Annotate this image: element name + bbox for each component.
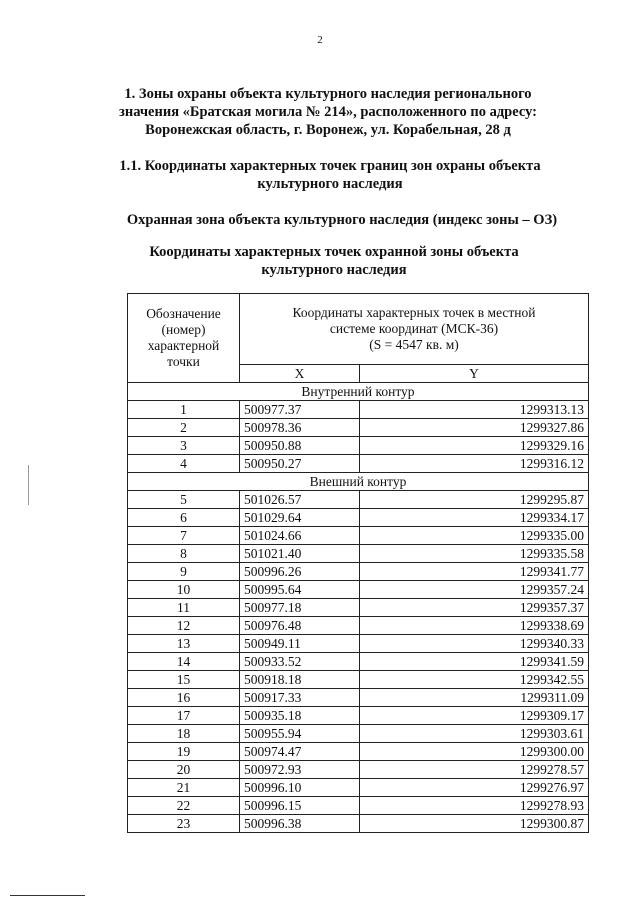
x-header: X [240, 365, 360, 383]
x-coordinate-cell: 500996.38 [240, 815, 360, 833]
point-number-cell: 5 [128, 491, 240, 509]
point-number-cell: 11 [128, 599, 240, 617]
y-coordinate-cell: 1299278.93 [360, 797, 589, 815]
y-coordinate-cell: 1299341.59 [360, 653, 589, 671]
x-coordinate-cell: 500950.88 [240, 437, 360, 455]
y-coordinate-cell: 1299303.61 [360, 725, 589, 743]
point-number-cell: 23 [128, 815, 240, 833]
header-text: системе координат (МСК-36) [329, 321, 499, 336]
y-header: Y [360, 365, 589, 383]
point-number-cell: 20 [128, 761, 240, 779]
point-number-cell: 19 [128, 743, 240, 761]
y-coordinate-cell: 1299334.17 [360, 509, 589, 527]
section-heading-line: 1. Зоны охраны объекта культурного наследия регионального [124, 86, 532, 102]
y-coordinate-cell: 1299340.33 [360, 635, 589, 653]
y-coordinate-cell: 1299357.24 [360, 581, 589, 599]
subsection-heading [10, 157, 640, 193]
page-number: 2 [317, 34, 323, 46]
x-coordinate-cell: 500996.10 [240, 779, 360, 797]
table-row [128, 527, 589, 545]
section-heading-line: значения «Братская могила № 214», расположенного по адресу: [119, 104, 537, 120]
x-coordinate-cell: 500917.33 [240, 689, 360, 707]
table-row [128, 743, 589, 761]
x-coordinate-cell: 500933.52 [240, 653, 360, 671]
table-row [128, 815, 589, 833]
x-coordinate-cell: 501029.64 [240, 509, 360, 527]
x-coordinate-cell: 500978.36 [240, 419, 360, 437]
x-coordinate-cell: 500955.94 [240, 725, 360, 743]
table-row [128, 779, 589, 797]
x-coordinate-cell: 500974.47 [240, 743, 360, 761]
y-coordinate-cell: 1299309.17 [360, 707, 589, 725]
x-coordinate-cell: 500995.64 [240, 581, 360, 599]
table-row [128, 617, 589, 635]
section-row [128, 473, 589, 491]
table-caption-line: Координаты характерных точек охранной зоны объекта [149, 244, 519, 260]
x-coordinate-cell: 500976.48 [240, 617, 360, 635]
section-heading [8, 85, 640, 139]
x-coordinate-cell: 500977.37 [240, 401, 360, 419]
x-coordinate-cell: 500977.18 [240, 599, 360, 617]
table-row [128, 455, 589, 473]
point-number-cell: 8 [128, 545, 240, 563]
subsection-heading-line: культурного наследия [257, 176, 403, 192]
y-coordinate-cell: 1299278.57 [360, 761, 589, 779]
contour-section-title: Внешний контур [128, 473, 589, 491]
table-row [128, 437, 589, 455]
section-row [128, 383, 589, 401]
point-number-cell: 13 [128, 635, 240, 653]
x-coordinate-cell: 501026.57 [240, 491, 360, 509]
contour-section-title: Внутренний контур [128, 383, 589, 401]
point-number-cell: 15 [128, 671, 240, 689]
x-coordinate-cell: 500949.11 [240, 635, 360, 653]
x-coordinate-cell: 500996.15 [240, 797, 360, 815]
table-row [128, 689, 589, 707]
table-caption-line: культурного наследия [261, 262, 407, 278]
y-coordinate-cell: 1299295.87 [360, 491, 589, 509]
header-text: (S = 4547 кв. м) [369, 337, 459, 352]
zone-heading [22, 211, 640, 229]
y-coordinate-cell: 1299327.86 [360, 419, 589, 437]
footnote-rule [10, 895, 85, 896]
section-heading-line: Воронежская область, г. Воронеж, ул. Корабельная, 28 д [145, 122, 511, 138]
y-coordinate-cell: 1299335.00 [360, 527, 589, 545]
point-number-cell: 10 [128, 581, 240, 599]
point-number-cell: 3 [128, 437, 240, 455]
x-coordinate-cell: 500935.18 [240, 707, 360, 725]
y-coordinate-cell: 1299311.09 [360, 689, 589, 707]
y-coordinate-cell: 1299342.55 [360, 671, 589, 689]
subsection-heading-line: 1.1. Координаты характерных точек границ зон охраны объекта [119, 158, 541, 174]
header-text: Обозначение [146, 306, 221, 321]
table-row [128, 653, 589, 671]
header-text: точки [167, 354, 200, 369]
header-text: характерной [147, 338, 220, 353]
y-coordinate-cell: 1299338.69 [360, 617, 589, 635]
y-coordinate-cell: 1299316.12 [360, 455, 589, 473]
point-number-cell: 12 [128, 617, 240, 635]
point-number-cell: 21 [128, 779, 240, 797]
table-row [128, 401, 589, 419]
table-row [128, 581, 589, 599]
table-row [128, 671, 589, 689]
margin-mark [28, 465, 29, 505]
table-row [128, 563, 589, 581]
y-coordinate-cell: 1299357.37 [360, 599, 589, 617]
y-coordinate-cell: 1299341.77 [360, 563, 589, 581]
table-caption [14, 243, 640, 279]
y-coordinate-cell: 1299276.97 [360, 779, 589, 797]
table-row [128, 599, 589, 617]
table-row [128, 545, 589, 563]
header-text: Координаты характерных точек в местной [292, 305, 536, 320]
table-row [128, 419, 589, 437]
x-coordinate-cell: 501021.40 [240, 545, 360, 563]
coordinates-table [127, 293, 589, 833]
zone-heading-line: Охранная зона объекта культурного наследия (индекс зоны – ОЗ) [126, 212, 558, 228]
point-number-cell: 2 [128, 419, 240, 437]
y-coordinate-cell: 1299329.16 [360, 437, 589, 455]
point-number-cell: 4 [128, 455, 240, 473]
point-number-cell: 18 [128, 725, 240, 743]
x-coordinate-cell: 500950.27 [240, 455, 360, 473]
y-coordinate-cell: 1299313.13 [360, 401, 589, 419]
x-coordinate-cell: 501024.66 [240, 527, 360, 545]
point-number-cell: 7 [128, 527, 240, 545]
y-coordinate-cell: 1299300.00 [360, 743, 589, 761]
point-number-cell: 17 [128, 707, 240, 725]
header-text: (номер) [161, 322, 206, 337]
table-row [128, 509, 589, 527]
table-row [128, 635, 589, 653]
y-coordinate-cell: 1299335.58 [360, 545, 589, 563]
point-number-header [128, 294, 240, 383]
point-number-cell: 22 [128, 797, 240, 815]
table-row [128, 761, 589, 779]
point-number-cell: 14 [128, 653, 240, 671]
table-row [128, 491, 589, 509]
point-number-cell: 16 [128, 689, 240, 707]
table-row [128, 725, 589, 743]
x-coordinate-cell: 500918.18 [240, 671, 360, 689]
table-row [128, 797, 589, 815]
point-number-cell: 9 [128, 563, 240, 581]
x-coordinate-cell: 500972.93 [240, 761, 360, 779]
x-coordinate-cell: 500996.26 [240, 563, 360, 581]
y-coordinate-cell: 1299300.87 [360, 815, 589, 833]
point-number-cell: 6 [128, 509, 240, 527]
point-number-cell: 1 [128, 401, 240, 419]
table-row [128, 707, 589, 725]
coordinates-header [240, 294, 589, 365]
